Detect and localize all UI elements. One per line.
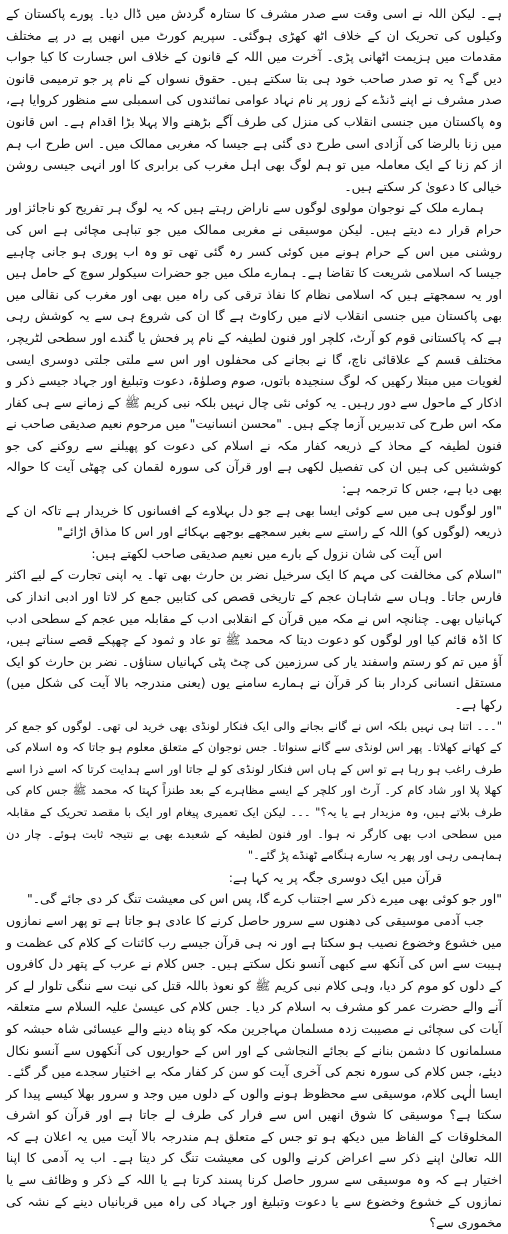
paragraph-2: ہمارے ملک کے نوجوان مولوی لوگوں سے ناراض رہتے ہیں کہ یہ لوگ ہر تفریح کو ناجائز اور حرام قرار دے دیتے ہیں۔ لیکن موسیقی نے مغربی ممالک میں جو تباہی مچائی ہے اس کی روشنی میں اس کے حرام ہونے میں کوئی کسر رہ گئی تھی تو وہ اب پوری ہو جانی چاہیے جیسا کہ اسلامی شریعت کا تقاضا ہے۔ ہمارے ملک میں جو حضرات سیکولر سوچ کے حامل ہیں اور یہ سمجھتے ہیں کہ اسلامی نظام کا نفاذ ترقی کی راہ میں بھی اور مغرب کی نقالی میں بھی پاکستان میں جنسی انقلاب لانے میں رکاوٹ ہے گا ان کی شروع ہی سے یہ کوشش رہی ہے کہ پاکستانی قوم کو آرٹ، کلچر اور فنون لطیفہ کے نام پر فحش یا گندے اور سطحی لٹریچر، مختلف قسم کے علاقائی ناچ، گا نے بجانے کی محفلوں اور اس سے ملتی جلتی دوسری ایسی لغویات میں مبتلا رکھیں کہ لوگ سنجیدہ باتوں، صوم وصلوٰۃ، دعوت وتبلیغ اور جہاد جیسے ذکر و اذکار کے ماحول سے دور رہیں۔ یہ کوئی نئی چال نہیں بلکہ نبی کریم ﷺ کے زمانے سے ہی کفار مکہ اس طرح کی تدبیریں آزما چکے ہیں۔ "محسن انسانیت" میں مرحوم نعیم صدیقی صاحب نے فنون لطیفہ کے محاذ کے ذریعہ کفار مکہ نے اسلام کی دعوت کو پھیلنے سے روکنے کی جو کوششیں کی ہیں ان کی تفصیل لکھی ہے اور قرآن کی سورہ لقمان کی چھٹی آیت کا حوالہ بھی دیا ہے، جس کا ترجمہ ہے: bbox=[6, 200, 502, 497]
quran-translation-quote: "اور لوگوں ہی میں سے کوئی ایسا بھی ہے جو دل بہلاوے کے افسانوں کا خریدار ہے تاکہ ان کے ذریعہ (لوگوں کو) اللہ کے راستے سے بغیر سمجھے بوجھے بہکائے اور اس کا مذاق اڑائے" bbox=[6, 502, 502, 540]
quote-intro-2: قرآن میں ایک دوسری جگہ پر یہ کہا ہے: bbox=[228, 869, 442, 885]
paragraph-final: جب آدمی موسیقی کی دھنوں سے سرور حاصل کرنے کا عادی ہو جاتا ہے تو پھر اسے نمازوں میں خشوع وخضوع نصیب ہو سکتا ہے اور نہ ہی قرآن جیسے رب کائنات کے کلام کی عظمت و ہیبت سے اس کی آنکھ سے کبھی آنسو نکل سکتے ہیں۔ جس کلام نے عرب کے پتھر دل کافروں کے دلوں کو موم کر دیا، وہی کلام نبی کریم ﷺ کو نعوذ باللہ قتل کی نیت سے ننگی تلوار لے کر آنے والے حضرت عمر کو مشرف بہ اسلام کر دیا۔ جس کلام کی عیسیٰ علیہ السلام سے متعلقہ آیات کی سچائی نے مصیبت زدہ مسلمان مہاجرین مکہ کو پناہ دینے والے عیسائی شاہ حبشہ کو مسلمانوں کا دشمن بنانے کے بجائے النجاشی کے اور اس کے حواریوں کی آنکھوں سے آنسو نکال دیئے، جس کلام کی سورہ نجم کی آخری آیت کو سن کر کفار مکہ بے اختیار سجدے میں گر گئے۔ ایسا الٰہی کلام، موسیقی سے محظوظ ہونے والوں کے دلوں میں وجد و سرور بھلا کیسے پیدا کر سکتا ہے؟ موسیقی کا شوق انھیں اس سے فرار کی طرف لے جاتا ہے اور قرآن کو اشرف المخلوقات کے الفاظ میں دیکھ ہو تو جس کے متعلق ہم مندرجہ بالا آیت میں یہ اعلان ہے کہ اللہ تعالیٰ اپنے ذکر سے اعراض کرنے والوں کی معیشت تنگ کر دیتا ہے۔ اب یہ آدمی کا اپنا اختیار ہے کہ وہ موسیقی سے سرور حاصل کرنا پسند کرتا ہے یا اللہ کے ذکر و وظائف سے یا نمازوں کے خشوع وخضوع سے یا دعوت وتبلیغ اور جہاد کی راہ میں قربانیاں دینے کے نشہ کی مخموری سے؟ bbox=[6, 912, 502, 1231]
quote-intro-1: اس آیت کی شان نزول کے بارے میں نعیم صدیقی صاحب لکھتے ہیں: bbox=[91, 545, 442, 561]
naeem-siddiqui-quote-2: "۔۔۔ اتنا ہی نہیں بلکہ اس نے گانے بجانے والی ایک فنکار لونڈی بھی خرید لی تھی۔ لوگوں کو جمع کر کے کھانے کھلاتا۔ پھر اس لونڈی سے گانے سنواتا۔ جس نوجوان کے متعلق معلوم ہو جاتا کہ وہ اسلام کی طرف راغب ہو رہا ہے تو اس کے ہاں اس فنکار لونڈی کو لے جاتا اور اسے ہدایت کرتا کہ اسے ذرا اسے کھلا پلا اور شاد کام کر۔ آرٹ اور کلچر کے ایسے مظاہرے کے بعد طنزاً کہتا کہ محمد ﷺ جس کام کی طرف بلاتے ہیں، وہ مزیدار ہے یا یہ؟" ۔۔۔ لیکن ایک تعمیری پیغام اور ایک با مقصد تحریک کے مقابلہ میں سطحی ادب بھی کارگر نہ ہوا۔ اور فنون لطیفہ کے شعبدے بھی بے نتیجہ ثابت ہوئے۔ چار دن ہماہمی رہی اور پھر یہ سارے ہنگامے ٹھنڈے پڑ گئے۔" bbox=[6, 718, 502, 863]
quran-quote-2: "اور جو کوئی بھی میرے ذکر سے اجتناب کرے گا، پس اس کی معیشت تنگ کر دی جائے گی۔" bbox=[26, 891, 502, 907]
naeem-siddiqui-quote-1: "اسلام کی مخالفت کی مہم کا ایک سرخیل نضر بن حارث بھی تھا۔ یہ اپنی تجارت کے لیے اکثر فارس جاتا۔ وہاں سے شاہان عجم کے تاریخی قصص کی کتابیں جمع کر لاتا اور ادبی انداز کی کہانیاں بھی۔ چنانچہ اس نے مکہ میں قرآن کے انقلابی ادب کے مقابلہ میں عجم کے سطحی ادب کا اڈہ قائم کیا اور لوگوں کو دعوت دیتا کہ محمد ﷺ تو عاد و ثمود کے چھپکے قصے سناتے ہیں، آؤ میں تم کو رستم واسفند یار کی سرزمین کی چٹ پٹی کہانیاں سناؤں۔ نضر بن حارث کو ایک مستقل انسانی کردار بنا کر قرآن نے ہمارے سامنے یوں (یعنی مندرجہ بالا آیت کی شکل میں) رکھا ہے۔ bbox=[6, 567, 502, 712]
paragraph-1: ہے۔ لیکن اللہ نے اسی وقت سے صدر مشرف کا ستارہ گردش میں ڈال دیا۔ پورے پاکستان کے وکیلوں کی تحریک ان کے خلاف اٹھ کھڑی ہوگئی۔ سپریم کورٹ میں انھیں پے در پے مختلف مقدمات میں ہزیمت اٹھانی پڑی۔ آخرت میں اللہ کے قانون کے خلاف اس جسارت کا کیا جواب دیں گے؟ یہ تو صدر صاحب خود ہی بتا سکتے ہیں۔ حقوق نسواں کے نام پر جو ترمیمی قانون صدر مشرف نے اپنے ڈنڈے کے زور پر نام نہاد عوامی نمائندوں کی اسمبلی سے منظور کروایا ہے، وہ پاکستان میں جنسی انقلاب کی منزل کی طرف آگے بڑھنے والا پہلا بڑا اقدام ہے۔ اس قانون میں زنا بالرضا کی آزادی اسی طرح دی گئی ہے جیسا کہ مغربی ممالک میں۔ اس طرح اب ہم از کم زنا کے ایک معاملہ میں تو ہم لوگ بھی اہل مغرب کی برابری کا اور انہی جیسی روشن خیالی کا دعویٰ کر سکتے ہیں۔ bbox=[6, 6, 502, 194]
